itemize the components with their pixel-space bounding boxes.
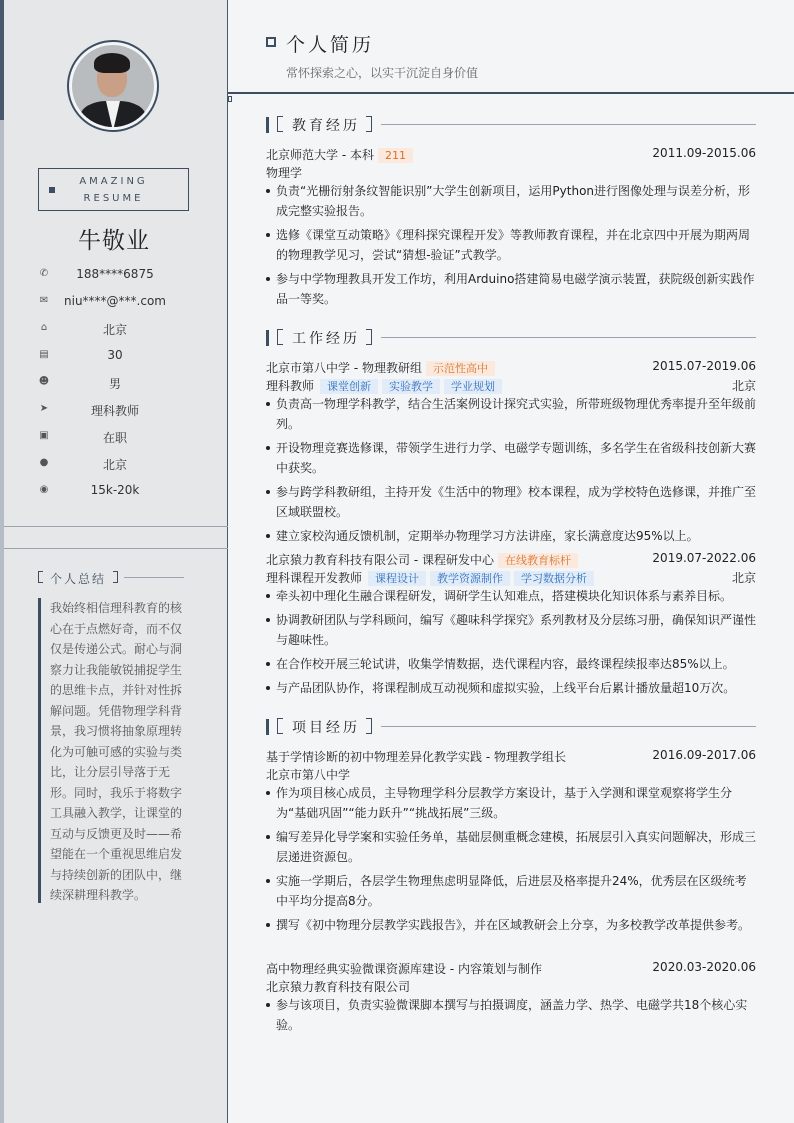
status-value: 在职 — [102, 431, 127, 445]
header-rule — [228, 92, 794, 94]
job-role-row — [266, 569, 756, 587]
project-bullets — [266, 783, 756, 939]
school-name: 北京师范大学 - 本科 — [266, 148, 374, 162]
project-org: 北京猿力教育科技有限公司 — [266, 980, 411, 994]
info-phone — [0, 266, 228, 286]
job-org: 北京市第八中学 - 物理教研组 — [266, 361, 422, 375]
project-org-row — [266, 978, 756, 996]
list-item: 作为项目核心成员，主导物理学科分层教学方案设计，基于入学测和课堂观察将学生分为“基础巩固”“能力跃升”“挑战拓展”三级。 — [266, 783, 756, 823]
location-icon: ● — [39, 457, 49, 468]
section-title: 项目经历 — [292, 720, 360, 736]
email-value: niu****@***.com — [64, 294, 166, 308]
age-value: 30 — [107, 348, 123, 362]
job-bullets — [266, 586, 756, 702]
list-item: 选修《课堂互动策略》《理科探究课程开发》等教师教育课程，并在北京四中开展为期两周的物理教学见习，尝试“猜想-验证”式教学。 — [266, 225, 756, 265]
section-bar — [266, 117, 269, 133]
salary-value: 15k-20k — [90, 483, 140, 497]
list-item: 开设物理竞赛选修课，带领学生进行力学、电磁学专题训练，多名学生在省级科技创新大赛中获奖。 — [266, 438, 756, 478]
money-icon: ◉ — [39, 484, 49, 495]
section-rule — [381, 337, 756, 338]
main-content — [228, 0, 794, 1123]
job-header — [266, 551, 756, 569]
list-item: 撰写《初中物理分层教学实践报告》，并在区域教研会上分享，为多校教学改革提供参考。 — [266, 915, 756, 935]
list-item: 参与中学物理教具开发工作坊，利用Arduino搭建简易电磁学演示装置，获院级创新实践作品一等奖。 — [266, 269, 756, 309]
briefcase-icon: ▣ — [39, 430, 49, 441]
major: 物理学 — [266, 166, 303, 180]
info-location — [0, 455, 228, 475]
home-icon: ⌂ — [40, 322, 48, 333]
bracket-left — [38, 571, 43, 583]
phone-value: 188****6875 — [76, 267, 154, 281]
bracket-right — [366, 718, 372, 734]
project-name: 高中物理经典实验微课资源库建设 - 内容策划与制作 — [266, 962, 542, 976]
list-item: 与产品团队协作，将课程制成互动视频和虚拟实验，上线平台后累计播放量超10万次。 — [266, 678, 756, 698]
avatar-photo — [72, 45, 154, 127]
info-status — [0, 428, 228, 448]
bracket-left — [277, 116, 283, 132]
list-item: 参与该项目，负责实验微课脚本撰写与拍摄调度，涵盖力学、热学、电磁学共18个核心实验。 — [266, 995, 756, 1035]
education-header — [266, 146, 756, 164]
badge-line-2: RESUME — [83, 193, 144, 204]
job-role: 理科教师 — [266, 379, 315, 393]
info-home — [0, 320, 228, 340]
list-item: 在合作校开展三轮试讲，收集学情数据，迭代课程内容，最终课程续报率达85%以上。 — [266, 654, 756, 674]
job-date: 2015.07-2019.06 — [652, 359, 756, 373]
section-title: 工作经历 — [292, 331, 360, 347]
avatar — [67, 40, 159, 132]
project-org: 北京市第八中学 — [266, 768, 351, 782]
page-title: 个人简历 — [286, 34, 375, 56]
section-rule — [381, 726, 756, 727]
send-icon: ➤ — [39, 403, 49, 414]
list-item: 牵头初中理化生融合课程研发，调研学生认知难点，搭建模块化知识体系与素养目标。 — [266, 586, 756, 606]
project-name: 基于学情诊断的初中物理差异化教学实践 - 物理教学组长 — [266, 750, 566, 764]
project-date: 2020.03-2020.06 — [652, 960, 756, 974]
bracket-right — [366, 329, 372, 345]
list-item: 编写差异化导学案和实验任务单，基础层侧重概念建模，拓展层引入真实问题解决，形成三层递进资源包。 — [266, 827, 756, 867]
header-mark — [228, 96, 232, 102]
info-email — [0, 293, 228, 313]
job-tag: 在线教育标杆 — [498, 553, 578, 568]
project-bullets — [266, 995, 756, 1039]
skill-tag: 学习数据分析 — [514, 571, 594, 586]
home-value: 北京 — [102, 323, 127, 337]
job-bullets — [266, 394, 756, 550]
section-title: 教育经历 — [292, 118, 360, 134]
education-bullets — [266, 181, 756, 313]
section-bar — [266, 719, 269, 735]
location-value: 北京 — [102, 458, 127, 472]
list-item: 参与跨学科教研组，主持开发《生活中的物理》校本课程，成为学校特色选修课，并推广至区域联盟校。 — [266, 482, 756, 522]
project-date: 2016.09-2017.06 — [652, 748, 756, 762]
sidebar-edge — [0, 0, 4, 1123]
list-item: 建立家校沟通反馈机制，定期举办物理学习方法讲座，家长满意度达95%以上。 — [266, 526, 756, 546]
bracket-left — [277, 329, 283, 345]
project-header — [266, 960, 756, 978]
smile-icon: ☻ — [38, 376, 50, 387]
section-rule — [381, 124, 756, 125]
project-header — [266, 748, 756, 766]
bracket-right — [366, 116, 372, 132]
project-org-row — [266, 766, 756, 784]
info-position — [0, 401, 228, 421]
divider — [4, 526, 228, 527]
section-bar — [266, 330, 269, 346]
cake-icon: ▤ — [39, 349, 49, 360]
info-salary — [0, 482, 228, 502]
divider — [4, 548, 228, 549]
skill-tag: 实验教学 — [382, 379, 440, 394]
sidebar — [0, 0, 228, 1123]
heading-rule — [124, 577, 184, 578]
summary-text: 我始终相信理科教育的核心在于点燃好奇，而不仅仅是传递公式。耐心与洞察力让我能敏锐捕捉学生的思维卡点，并针对性拆解问题。凭借物理学科背景，我习惯将抽象原理转化为可触可感的实验与类比，让分层引导落于无形。同时，我乐于将数字工具融入教学，让课堂的互动与反馈更及时——希望能在一个重视思维启发与持续创新的团队中，继续深耕理科教学。 — [38, 598, 188, 903]
sidebar-edge-accent — [0, 0, 4, 120]
skill-tag: 学业规划 — [444, 379, 502, 394]
badge-dot — [49, 187, 55, 193]
info-age — [0, 347, 228, 367]
gender-value: 男 — [108, 377, 121, 391]
education-date: 2011.09-2015.06 — [652, 146, 756, 160]
badge-line-1: AMAZING — [79, 176, 148, 187]
job-city: 北京 — [731, 571, 756, 585]
job-role-row — [266, 377, 756, 395]
position-value: 理科教师 — [90, 404, 139, 418]
list-item: 协调教研团队与学科顾问，编写《趣味科学探究》系列教材及分层练习册，确保知识严谨性与趣味性。 — [266, 610, 756, 650]
job-role: 理科课程开发教师 — [266, 571, 363, 585]
job-org: 北京猿力教育科技有限公司 - 课程研发中心 — [266, 553, 494, 567]
bracket-right — [113, 571, 118, 583]
job-tag: 示范性高中 — [426, 361, 495, 376]
phone-icon: ✆ — [39, 268, 49, 279]
summary-title: 个人总结 — [50, 572, 107, 586]
job-date: 2019.07-2022.06 — [652, 551, 756, 565]
list-item: 实施一学期后，各层学生物理焦虑明显降低，后进层及格率提升24%，优秀层在区级统考中平均分提高8分。 — [266, 871, 756, 911]
summary-heading — [38, 570, 188, 584]
section-heading-projects — [266, 718, 756, 736]
job-header — [266, 359, 756, 377]
bracket-left — [277, 718, 283, 734]
info-gender — [0, 374, 228, 394]
title-square-icon — [266, 37, 276, 47]
amazing-resume-badge — [38, 168, 189, 211]
education-major-row — [266, 164, 756, 182]
skill-tag: 教学资源制作 — [430, 571, 510, 586]
page-subtitle: 常怀探索之心，以实干沉淀自身价值 — [286, 66, 479, 80]
list-item: 负责高一物理学科教学，结合生活案例设计探究式实验，所带班级物理优秀率提升至年级前列。 — [266, 394, 756, 434]
job-city: 北京 — [731, 379, 756, 393]
person-name: 牛敬业 — [78, 228, 150, 254]
skill-tag: 课程设计 — [368, 571, 426, 586]
mail-icon: ✉ — [39, 295, 49, 306]
section-heading-education — [266, 116, 756, 134]
list-item: 负责“光栅衍射条纹智能识别”大学生创新项目，运用Python进行图像处理与误差分析，形成完整实验报告。 — [266, 181, 756, 221]
section-heading-work — [266, 329, 756, 347]
skill-tag: 课堂创新 — [320, 379, 378, 394]
school-tag: 211 — [378, 148, 413, 163]
